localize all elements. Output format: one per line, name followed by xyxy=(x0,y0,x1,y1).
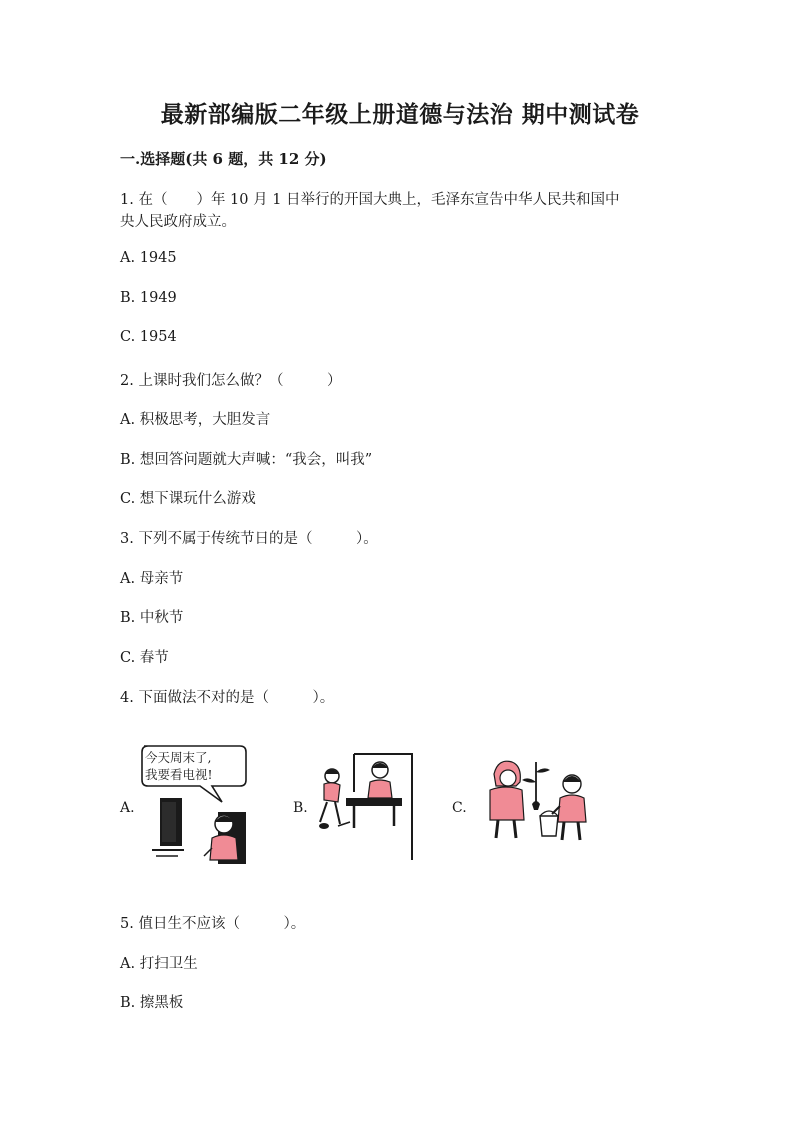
page-title: 最新部编版二年级上册道德与法治 期中测试卷 xyxy=(160,101,640,128)
section-heading: 一.选择题(共 6 题，共 12 分) xyxy=(120,150,327,168)
question-5-option-b: B. 擦黑板 xyxy=(120,995,184,1011)
question-3-option-c: C. 春节 xyxy=(120,650,169,666)
picture-b-label: B. xyxy=(293,800,308,816)
question-1-option-a: A. 1945 xyxy=(120,250,177,266)
question-2-option-b: B. 想回答问题就大声喊：“我会，叫我” xyxy=(120,452,373,468)
question-3-option-a: A. 母亲节 xyxy=(120,571,184,587)
question-1-option-c: C. 1954 xyxy=(120,329,177,345)
question-3-stem: 3. 下列不属于传统节日的是（ ）。 xyxy=(120,531,378,547)
question-4-stem: 4. 下面做法不对的是（ ）。 xyxy=(120,690,335,706)
question-1-stem-line2: 央人民政府成立。 xyxy=(120,214,236,230)
question-2-option-a: A. 积极思考，大胆发言 xyxy=(120,412,271,428)
picture-a-label: A. xyxy=(120,800,135,816)
question-5-option-a: A. 打扫卫生 xyxy=(120,956,198,972)
question-3-option-b: B. 中秋节 xyxy=(120,610,184,626)
picture-c-tree-planting xyxy=(480,756,592,844)
picture-c-label: C. xyxy=(452,800,467,816)
question-2-stem: 2. 上课时我们怎么做？（ ） xyxy=(120,373,342,389)
picture-b-classroom xyxy=(310,752,416,862)
question-5-stem: 5. 值日生不应该（ ）。 xyxy=(120,916,306,932)
picture-a-bubble-line1: 今天周末了, xyxy=(145,750,212,765)
picture-a-bubble-line2: 我要看电视! xyxy=(145,767,213,782)
question-1-option-b: B. 1949 xyxy=(120,290,177,306)
question-2-option-c: C. 想下课玩什么游戏 xyxy=(120,491,256,507)
question-1-stem-line1: 1. 在（ ）年 10 月 1 日举行的开国大典上，毛泽东宣告中华人民共和国中 xyxy=(120,192,620,208)
